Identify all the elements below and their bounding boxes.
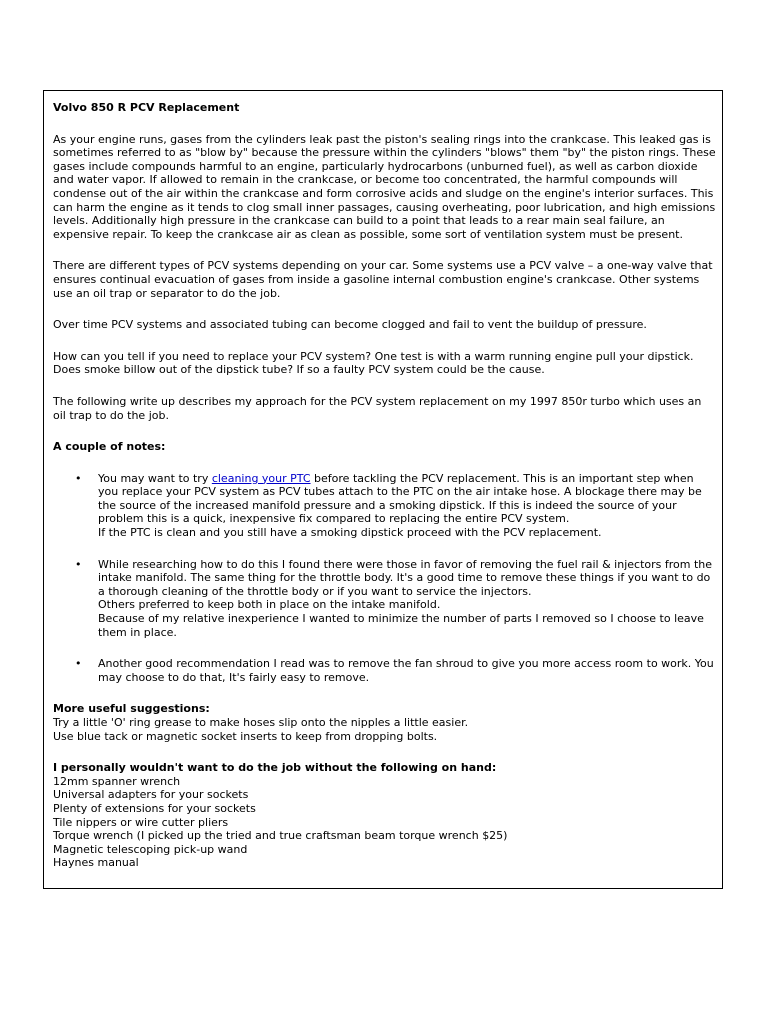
note-text: If the PTC is clean and you still have a smoking dipstick proceed with the PCV replacement. bbox=[98, 526, 602, 540]
paragraph-test: How can you tell if you need to replace your PCV system? One test is with a warm running engine pull your dipstick. Does smoke billow out of the dipstick tube? If so a faulty PCV system could be the cause. bbox=[53, 349, 694, 377]
suggestion-line: Use blue tack or magnetic socket inserts to keep from dropping bolts. bbox=[53, 729, 438, 743]
paragraph-blow-by: As your engine runs, gases from the cylinders leak past the piston's sealing rings into the crankcase. This leaked gas is sometimes referred to as "blow by" because the pressure within the cylinders "blows" them "by" the piston rings. These gases include compounds harmful to an engine, particularly hydrocarbons (unburned fuel), as well as carbon dioxide and water vapor. If allowed to remain in the crankcase, or become too concentrated, the harmful compounds will condense out of the air within the crankcase and form corrosive acids and sludge on the engine's interior surfaces. This can harm the engine as it tends to clog small inner passages, causing overheating, poor lubrication, and high emissions levels. Additionally high pressure in the crankcase can build to a point that leads to a rear main seal failure, an expensive repair. To keep the crankcase air as clean as possible, some sort of ventilation system must be present. bbox=[53, 132, 716, 241]
paragraph-clogging: Over time PCV systems and associated tubing can become clogged and fail to vent the buildup of pressure. bbox=[53, 318, 647, 332]
note-text: Because of my relative inexperience I wanted to minimize the number of parts I removed so I choose to leave them in place. bbox=[98, 612, 704, 639]
bullet-icon: • bbox=[75, 657, 82, 671]
note-text: While researching how to do this I found there were those in favor of removing the fuel rail & injectors from the intake manifold. The same thing for the throttle body. It's a good time to remove these things if you want to do a thorough cleaning of the throttle body or if you want to service the injectors. bbox=[98, 557, 713, 598]
list-item bbox=[53, 472, 717, 540]
cleaning-ptc-link[interactable]: cleaning your PTC bbox=[211, 471, 311, 485]
paragraph-pcv-types: There are different types of PCV systems depending on your car. Some systems use a PCV valve – a one-way valve that ensures continual evacuation of gases from inside a gasoline internal combustion engine's crankcase. Other systems use an oil trap or separator to do the job. bbox=[53, 259, 713, 300]
document-content bbox=[53, 101, 717, 870]
tools-section bbox=[53, 761, 717, 870]
tool-line: Plenty of extensions for your sockets bbox=[53, 801, 256, 815]
document-frame bbox=[43, 90, 723, 889]
tool-line: 12mm spanner wrench bbox=[53, 774, 181, 788]
suggestions-section bbox=[53, 702, 717, 743]
tools-heading: I personally wouldn't want to do the job without the following on hand: bbox=[53, 761, 497, 775]
list-item bbox=[53, 558, 717, 640]
notes-list bbox=[53, 472, 717, 685]
list-item bbox=[53, 657, 717, 684]
paragraph-writeup: The following write up describes my approach for the PCV system replacement on my 1997 850r turbo which uses an oil trap to do the job. bbox=[53, 394, 702, 422]
note-text: before tackling the PCV replacement. This is an important step when you replace your PCV system as PCV tubes attach to the PTC on the air intake hose. A blockage there may be the source of the increased manifold pressure and a smoking dipstick. If this is indeed the source of your problem this is a quick, inexpensive fix compared to replacing the entire PCV system. bbox=[98, 471, 702, 526]
tool-line: Magnetic telescoping pick-up wand bbox=[53, 842, 248, 856]
note-text: Others preferred to keep both in place on the intake manifold. bbox=[98, 598, 441, 612]
suggestions-heading: More useful suggestions: bbox=[53, 702, 210, 716]
notes-heading: A couple of notes: bbox=[53, 440, 166, 454]
tool-line: Universal adapters for your sockets bbox=[53, 788, 249, 802]
bullet-icon: • bbox=[75, 471, 82, 485]
note-text: Another good recommendation I read was to remove the fan shroud to give you more access room to work. You may choose to do that, It's fairly easy to remove. bbox=[98, 657, 714, 684]
tool-line: Torque wrench (I picked up the tried and true craftsman beam torque wrench $25) bbox=[53, 829, 508, 843]
bullet-icon: • bbox=[75, 557, 82, 571]
tool-line: Haynes manual bbox=[53, 856, 139, 870]
suggestion-line: Try a little 'O' ring grease to make hoses slip onto the nipples a little easier. bbox=[53, 716, 469, 729]
note-text: You may want to try bbox=[98, 471, 212, 485]
tool-line: Tile nippers or wire cutter pliers bbox=[53, 815, 229, 829]
page-title: Volvo 850 R PCV Replacement bbox=[53, 101, 240, 114]
